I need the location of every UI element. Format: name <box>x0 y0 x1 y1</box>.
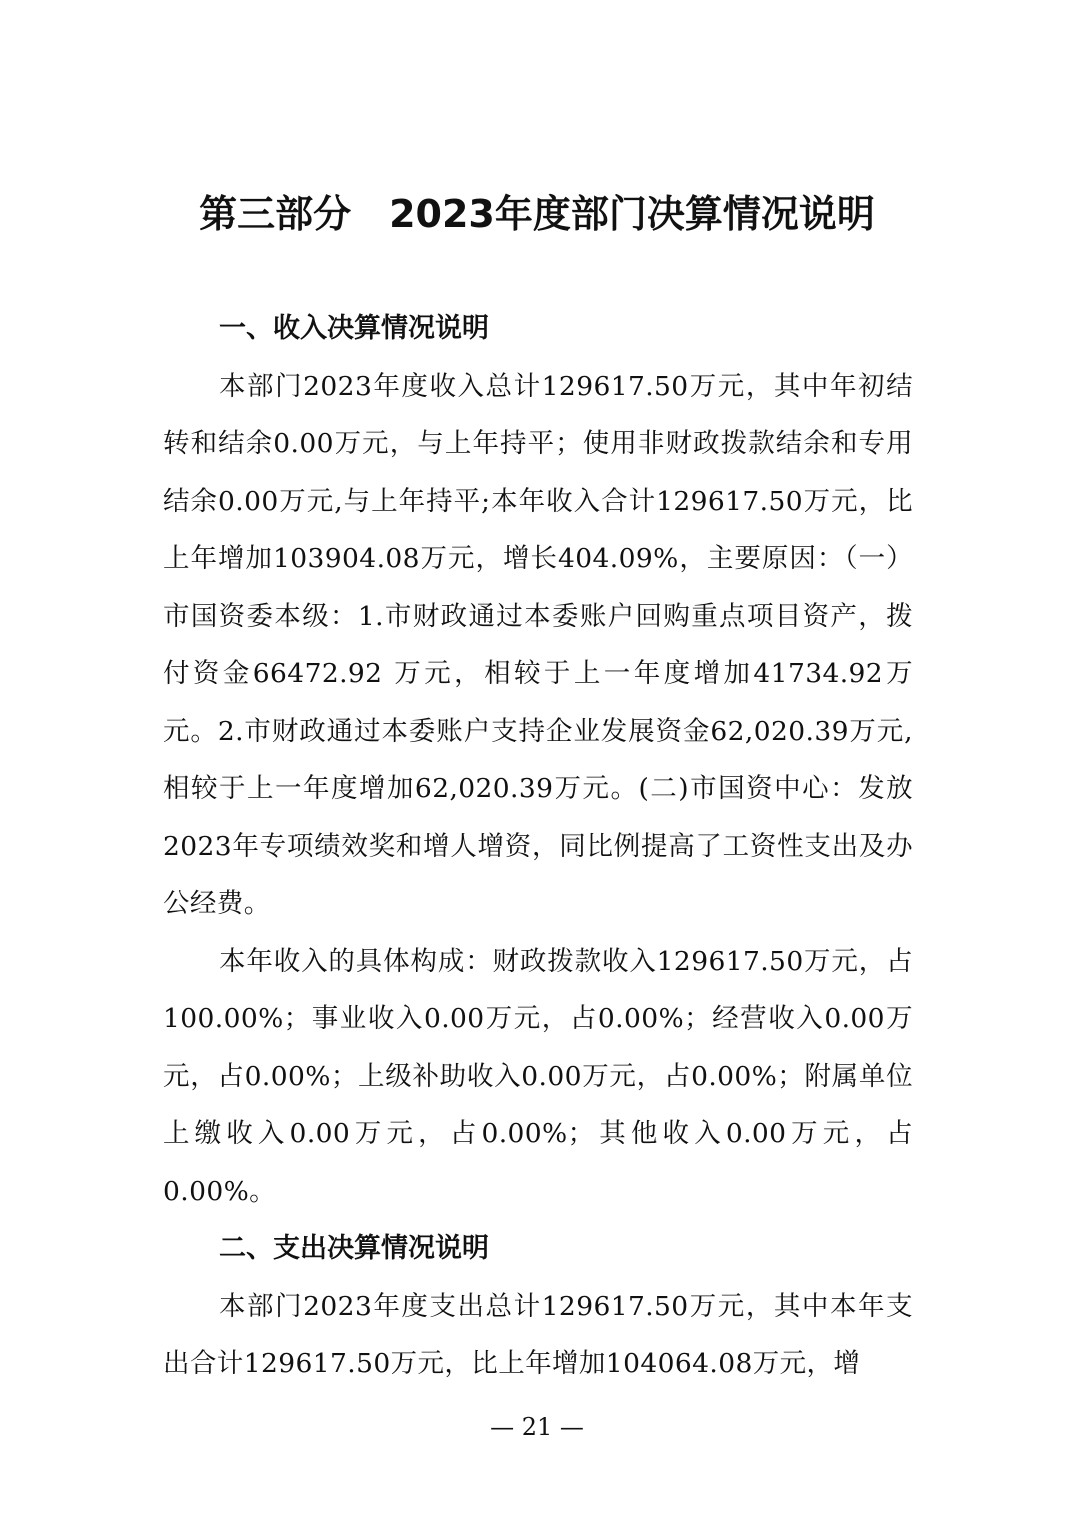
section-expenditure <box>163 1220 913 1393</box>
paragraph-income-composition: 本年收入的具体构成：财政拨款收入129617.50万元，占100.00%；事业收入0.00万元，占0.00%；经营收入0.00万元，占0.00%；上级补助收入0.00万元，占0.00%；附属单位上缴收入0.00万元，占0.00%；其他收入0.00万元，占0.00%。 <box>163 945 913 1207</box>
paragraph-expenditure-summary: 本部门2023年度支出总计129617.50万元，其中本年支出合计129617.50万元，比上年增加104064.08万元，增 <box>163 1290 913 1379</box>
page-number: — 21 — <box>490 1413 584 1441</box>
document-body <box>163 300 913 1393</box>
page-title: 第三部分 2023年度部门决算情况说明 <box>199 192 875 236</box>
section-heading-expenditure: 二、支出决算情况说明 <box>219 1233 489 1264</box>
section-heading-income: 一、收入决算情况说明 <box>219 313 489 344</box>
section-income <box>163 300 913 1220</box>
paragraph-income-summary: 本部门2023年度收入总计129617.50万元，其中年初结转和结余0.00万元，与上年持平；使用非财政拨款结余和专用结余0.00万元,与上年持平;本年收入合计129617.50万元，比上年增加103904.08万元，增长404.09%，主要原因：（一）市国资委本级：1.市财政通过本委账户回购重点项目资产，拨付资金66472.92 万元，相较于上一年度增加41734.92万元。2.市财政通过本委账户支持企业发展资金62,020.39万元,相较于上一年度增加62,020.39万元。(二)市国资中心：发放2023年专项绩效奖和增人增资，同比例提高了工资性支出及办公经费。 <box>163 370 913 919</box>
